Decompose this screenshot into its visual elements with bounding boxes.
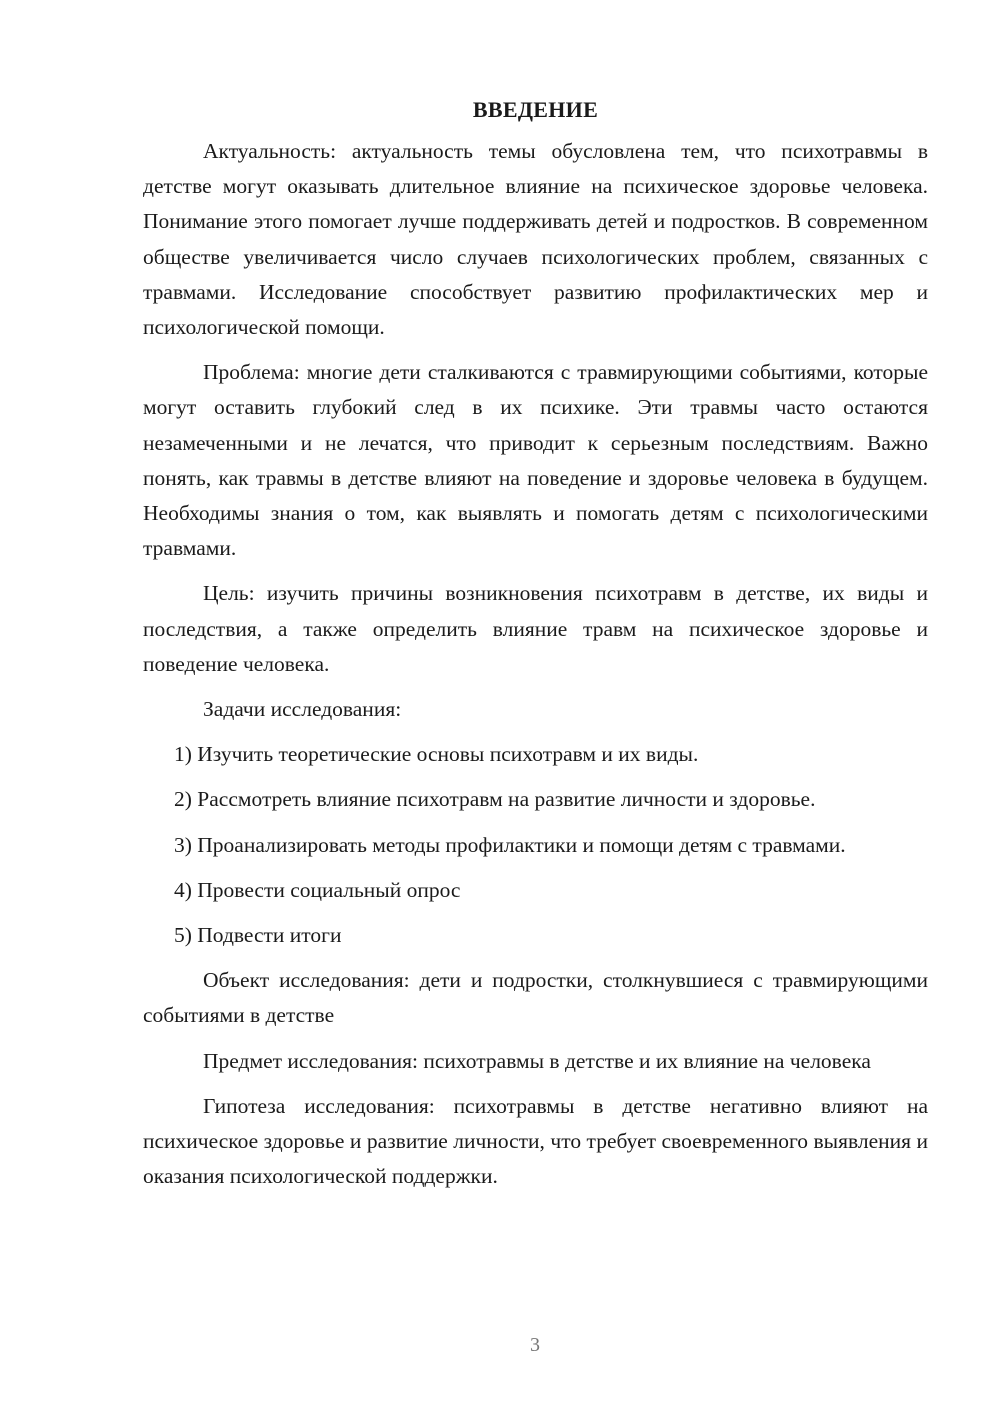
paragraph-problem: Проблема: многие дети сталкиваются с травмирующими событиями, которые могут оставить глубокий след в их психике. Эти травмы часто остаются незамеченными и не лечатся, что приводит к серьезным последствиям. Важно понять, как травмы в детстве влияют на поведение и здоровье человека в будущем. Необходимы знания о том, как выявлять и помогать детям с психологическими травмами. (143, 360, 928, 561)
document-page (143, 96, 928, 1204)
paragraph-object: Объект исследования: дети и подростки, столкнувшиеся с травмирующими событиями в детстве (143, 968, 928, 1028)
tasks-title: Задачи исследования: (203, 697, 402, 722)
task-item-1: 1) Изучить теоретические основы психотравм и их виды. (174, 742, 699, 767)
section-heading: ВВЕДЕНИЕ (472, 97, 599, 122)
paragraph-goal: Цель: изучить причины возникновения психотравм в детстве, их виды и последствия, а также определить влияние травм на психическое здоровье и поведение человека. (143, 581, 928, 676)
paragraph-hypothesis: Гипотеза исследования: психотравмы в детстве негативно влияют на психическое здоровье и развитие личности, что требует своевременного выявления и оказания психологической поддержки. (143, 1093, 928, 1189)
task-item-3: 3) Проанализировать методы профилактики и помощи детям с травмами. (174, 832, 846, 857)
task-item-4: 4) Провести социальный опрос (174, 877, 461, 902)
paragraph-relevance: Актуальность: актуальность темы обусловлена тем, что психотравмы в детстве могут оказывать длительное влияние на психическое здоровье человека. Понимание этого помогает лучше поддерживать детей и подростков. В современном обществе увеличивается число случаев психологических проблем, связанных с травмами. Исследование способствует развитию профилактических мер и психологической помощи. (143, 139, 928, 340)
task-item-5: 5) Подвести итоги (174, 923, 342, 948)
paragraph-subject: Предмет исследования: психотравмы в детстве и их влияние на человека (203, 1048, 871, 1073)
page-number: 3 (530, 1334, 540, 1356)
task-item-2: 2) Рассмотреть влияние психотравм на развитие личности и здоровье. (174, 787, 816, 812)
